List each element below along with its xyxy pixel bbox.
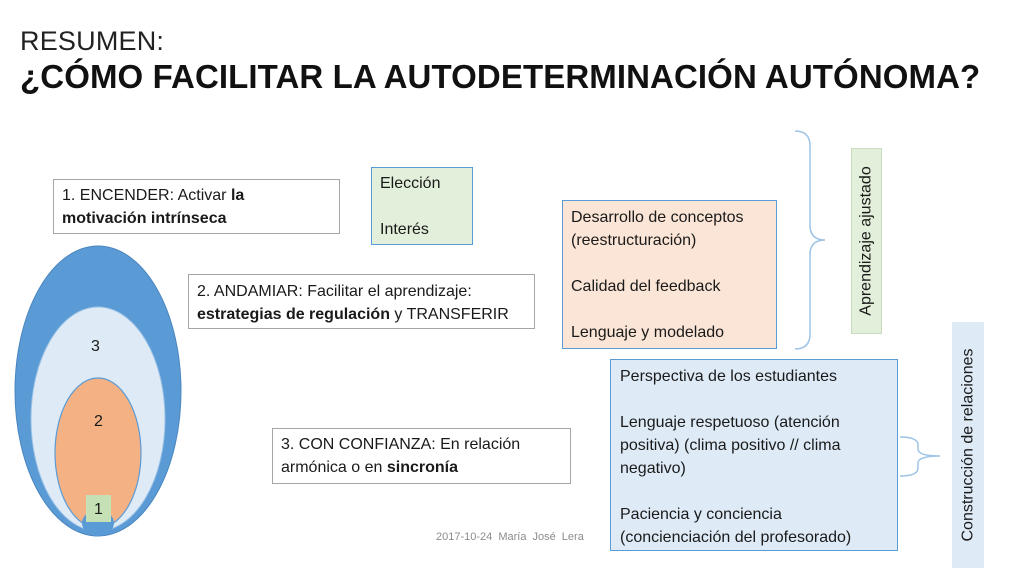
- desarrollo-box: [562, 200, 777, 349]
- footer: [436, 531, 584, 543]
- step-2-bold: estrategias de regulación: [197, 306, 390, 323]
- aprendizaje-ajustado-text: Aprendizaje ajustado: [857, 166, 875, 316]
- step-1-bold-la: la: [230, 187, 245, 204]
- lenguaje-line3: negativo): [620, 460, 686, 477]
- desarrollo-line2: (reestructuración): [571, 232, 697, 249]
- step-2-box: [188, 274, 535, 329]
- level-3-number: 3: [91, 338, 100, 355]
- step-1-bold-motivacion: motivación intrínseca: [62, 210, 227, 227]
- step-1-box: [53, 179, 340, 234]
- perspectiva-box: [610, 359, 898, 551]
- lenguaje-modelado-item: Lenguaje y modelado: [571, 324, 725, 341]
- feedback-item: Calidad del feedback: [571, 278, 721, 295]
- paciencia-line2: (concienciación del profesorado): [620, 529, 852, 546]
- interes-item: Interés: [380, 221, 429, 238]
- level-1-number: 1: [94, 501, 103, 518]
- step-3-box: [272, 428, 571, 484]
- desarrollo-line1: Desarrollo de conceptos: [571, 209, 744, 226]
- construccion-relaciones-text: Construcción de relaciones: [959, 348, 976, 542]
- step-2-line1: 2. ANDAMIAR: Facilitar el aprendizaje:: [197, 283, 472, 300]
- step-3-bold: sincronía: [386, 459, 458, 476]
- level-2-number: 2: [94, 413, 103, 430]
- step-3-line1: 3. CON CONFIANZA: En relación: [281, 436, 521, 453]
- step-1-text: 1. ENCENDER: Activar: [62, 187, 231, 204]
- title-summary: RESUMEN:: [20, 26, 165, 56]
- eleccion-box: [371, 167, 473, 245]
- step-2-rest: y TRANSFERIR: [389, 306, 509, 323]
- step-3-prefix: armónica o en: [281, 459, 387, 476]
- right-bracket-bottom: [900, 437, 940, 476]
- aprendizaje-ajustado-label: [851, 148, 882, 334]
- construccion-relaciones-label: [952, 322, 984, 568]
- page-title: ¿CÓMO FACILITAR LA AUTODETERMINACIÓN AUTÓNOMA?: [20, 58, 981, 95]
- lenguaje-line2: positiva) (clima positivo // clima: [620, 437, 841, 454]
- paciencia-line1: Paciencia y conciencia: [620, 506, 782, 523]
- right-bracket-top: [795, 131, 825, 349]
- perspectiva-item: Perspectiva de los estudiantes: [620, 368, 838, 385]
- eleccion-item: Elección: [380, 175, 441, 192]
- footer-date: 2017-10-24: [436, 531, 493, 543]
- footer-author: María José Lera: [498, 531, 584, 543]
- lenguaje-line1: Lenguaje respetuoso (atención: [620, 414, 840, 431]
